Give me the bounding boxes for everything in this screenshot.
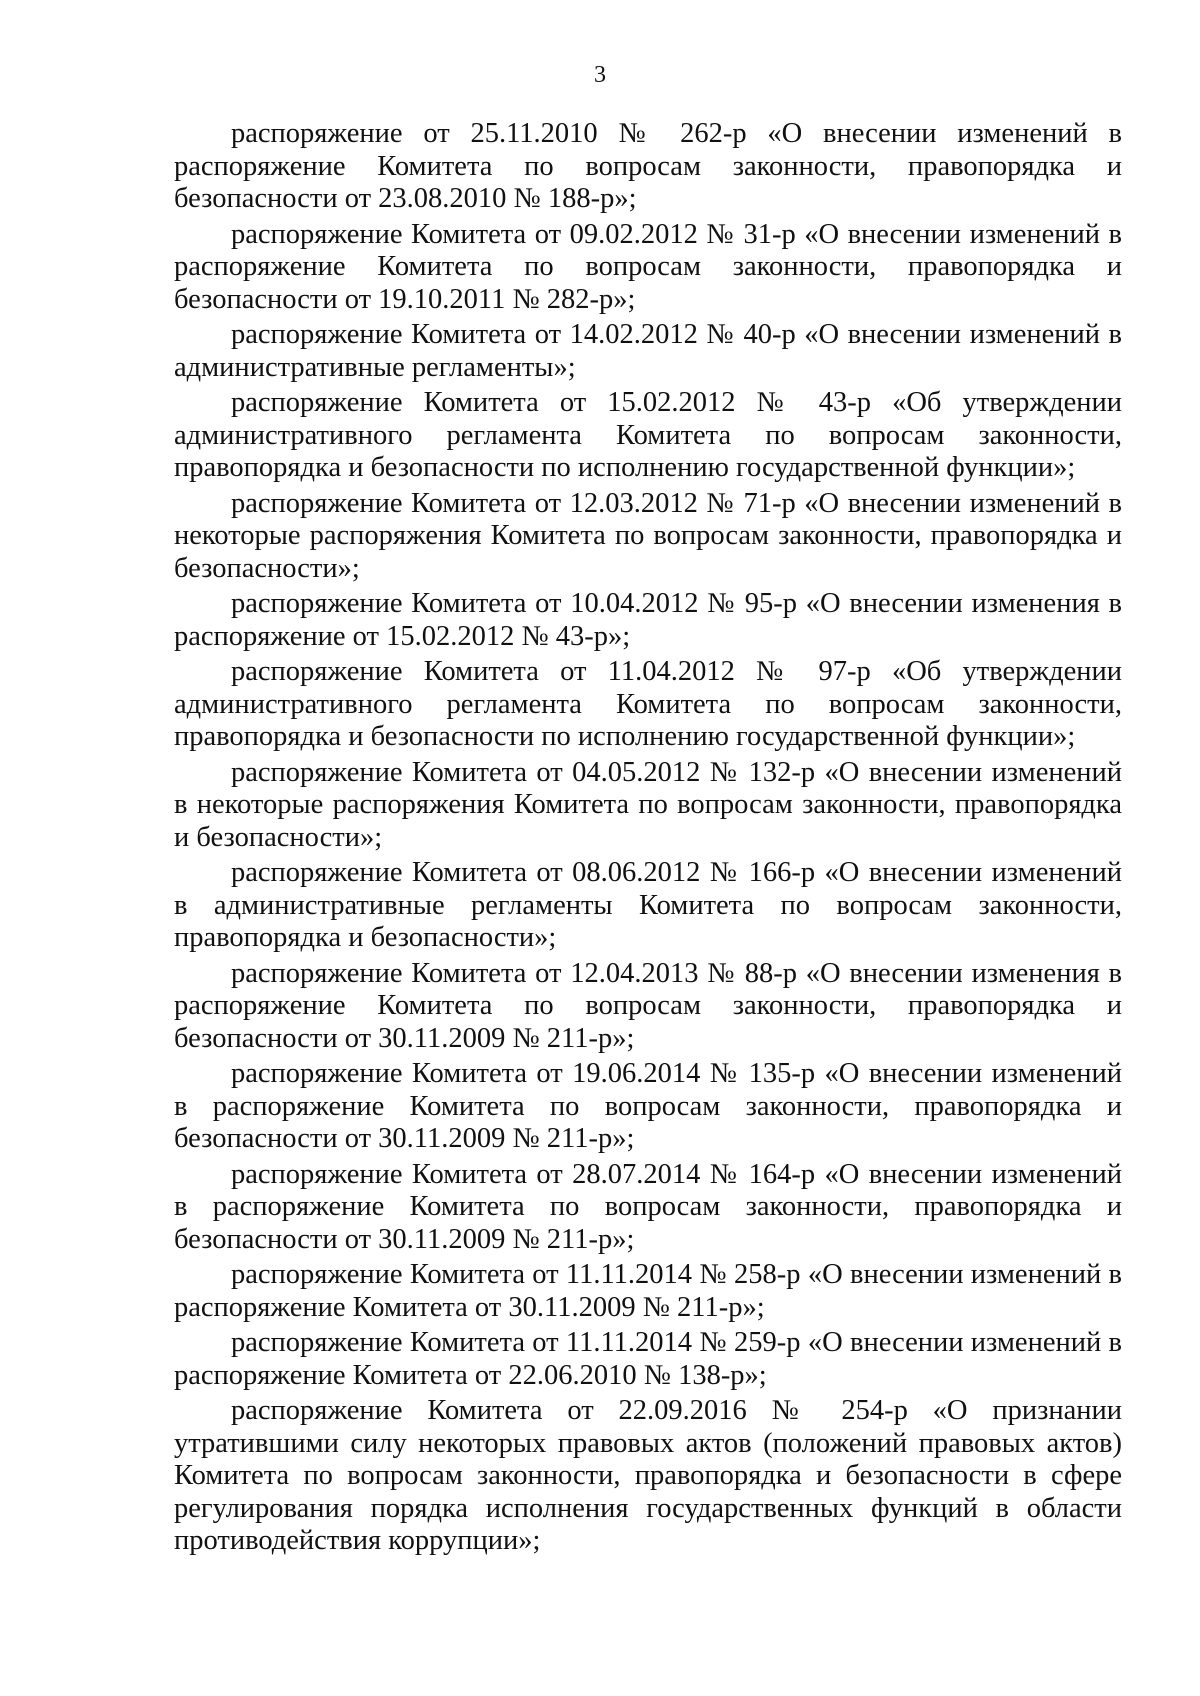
list-item: распоряжение Комитета от 12.03.2012 № 71-р «О внесении изменений в некоторые распоряжения Комитета по вопросам законности, правопорядка и безопасности»;	[174, 487, 1122, 584]
list-item: распоряжение Комитета от 12.04.2013 № 88-р «О внесении изменения в распоряжение Комитета по вопросам законности, правопорядка и безопасности от 30.11.2009 № 211-р»;	[174, 957, 1122, 1054]
list-item: распоряжение Комитета от 22.09.2016 № 254-р «О признании утратившими силу некоторых правовых актов (положений правовых актов) Комитета по вопросам законности, правопорядка и безопасности в сфере регулирования порядка исполнения государственных функций в области противодействия коррупции»;	[174, 1395, 1122, 1556]
list-item: распоряжение Комитета от 14.02.2012 № 40-р «О внесении изменений в административные регламенты»;	[174, 319, 1122, 383]
list-item: распоряжение Комитета от 11.11.2014 № 258-р «О внесении изменений в распоряжение Комитета от 30.11.2009 № 211-р»;	[174, 1259, 1122, 1323]
list-item: распоряжение Комитета от 09.02.2012 № 31-р «О внесении изменений в распоряжение Комитета по вопросам законности, правопорядка и безопасности от 19.10.2011 № 282-р»;	[174, 218, 1122, 315]
document-body	[174, 118, 1122, 1561]
list-item: распоряжение Комитета от 11.04.2012 № 97-р «Об утверждении административного регламента Комитета по вопросам законности, правопорядка и безопасности по исполнению государственной функции»;	[174, 656, 1122, 752]
list-item: распоряжение Комитета от 08.06.2012 № 166-р «О внесении изменений в административные регламенты Комитета по вопросам законности, правопорядка и безопасности»;	[174, 857, 1122, 953]
list-item: распоряжение Комитета от 28.07.2014 № 164-р «О внесении изменений в распоряжение Комитета по вопросам законности, правопорядка и безопасности от 30.11.2009 № 211-р»;	[174, 1158, 1122, 1255]
list-item: распоряжение от 25.11.2010 № 262-р «О внесении изменений в распоряжение Комитета по вопросам законности, правопорядка и безопасности от 23.08.2010 № 188-р»;	[174, 118, 1122, 214]
list-item: распоряжение Комитета от 19.06.2014 № 135-р «О внесении изменений в распоряжение Комитета по вопросам законности, правопорядка и безопасности от 30.11.2009 № 211-р»;	[174, 1058, 1122, 1154]
list-item: распоряжение Комитета от 15.02.2012 № 43-р «Об утверждении административного регламента Комитета по вопросам законности, правопорядка и безопасности по исполнению государственной функции»;	[174, 387, 1122, 483]
page-number: 3	[594, 62, 606, 88]
list-item: распоряжение Комитета от 10.04.2012 № 95-р «О внесении изменения в распоряжение от 15.02.2012 № 43-р»;	[174, 588, 1122, 652]
list-item: распоряжение Комитета от 11.11.2014 № 259-р «О внесении изменений в распоряжение Комитета от 22.06.2010 № 138-р»;	[174, 1327, 1122, 1391]
list-item: распоряжение Комитета от 04.05.2012 № 132-р «О внесении изменений в некоторые распоряжения Комитета по вопросам законности, правопорядка и безопасности»;	[174, 756, 1122, 853]
